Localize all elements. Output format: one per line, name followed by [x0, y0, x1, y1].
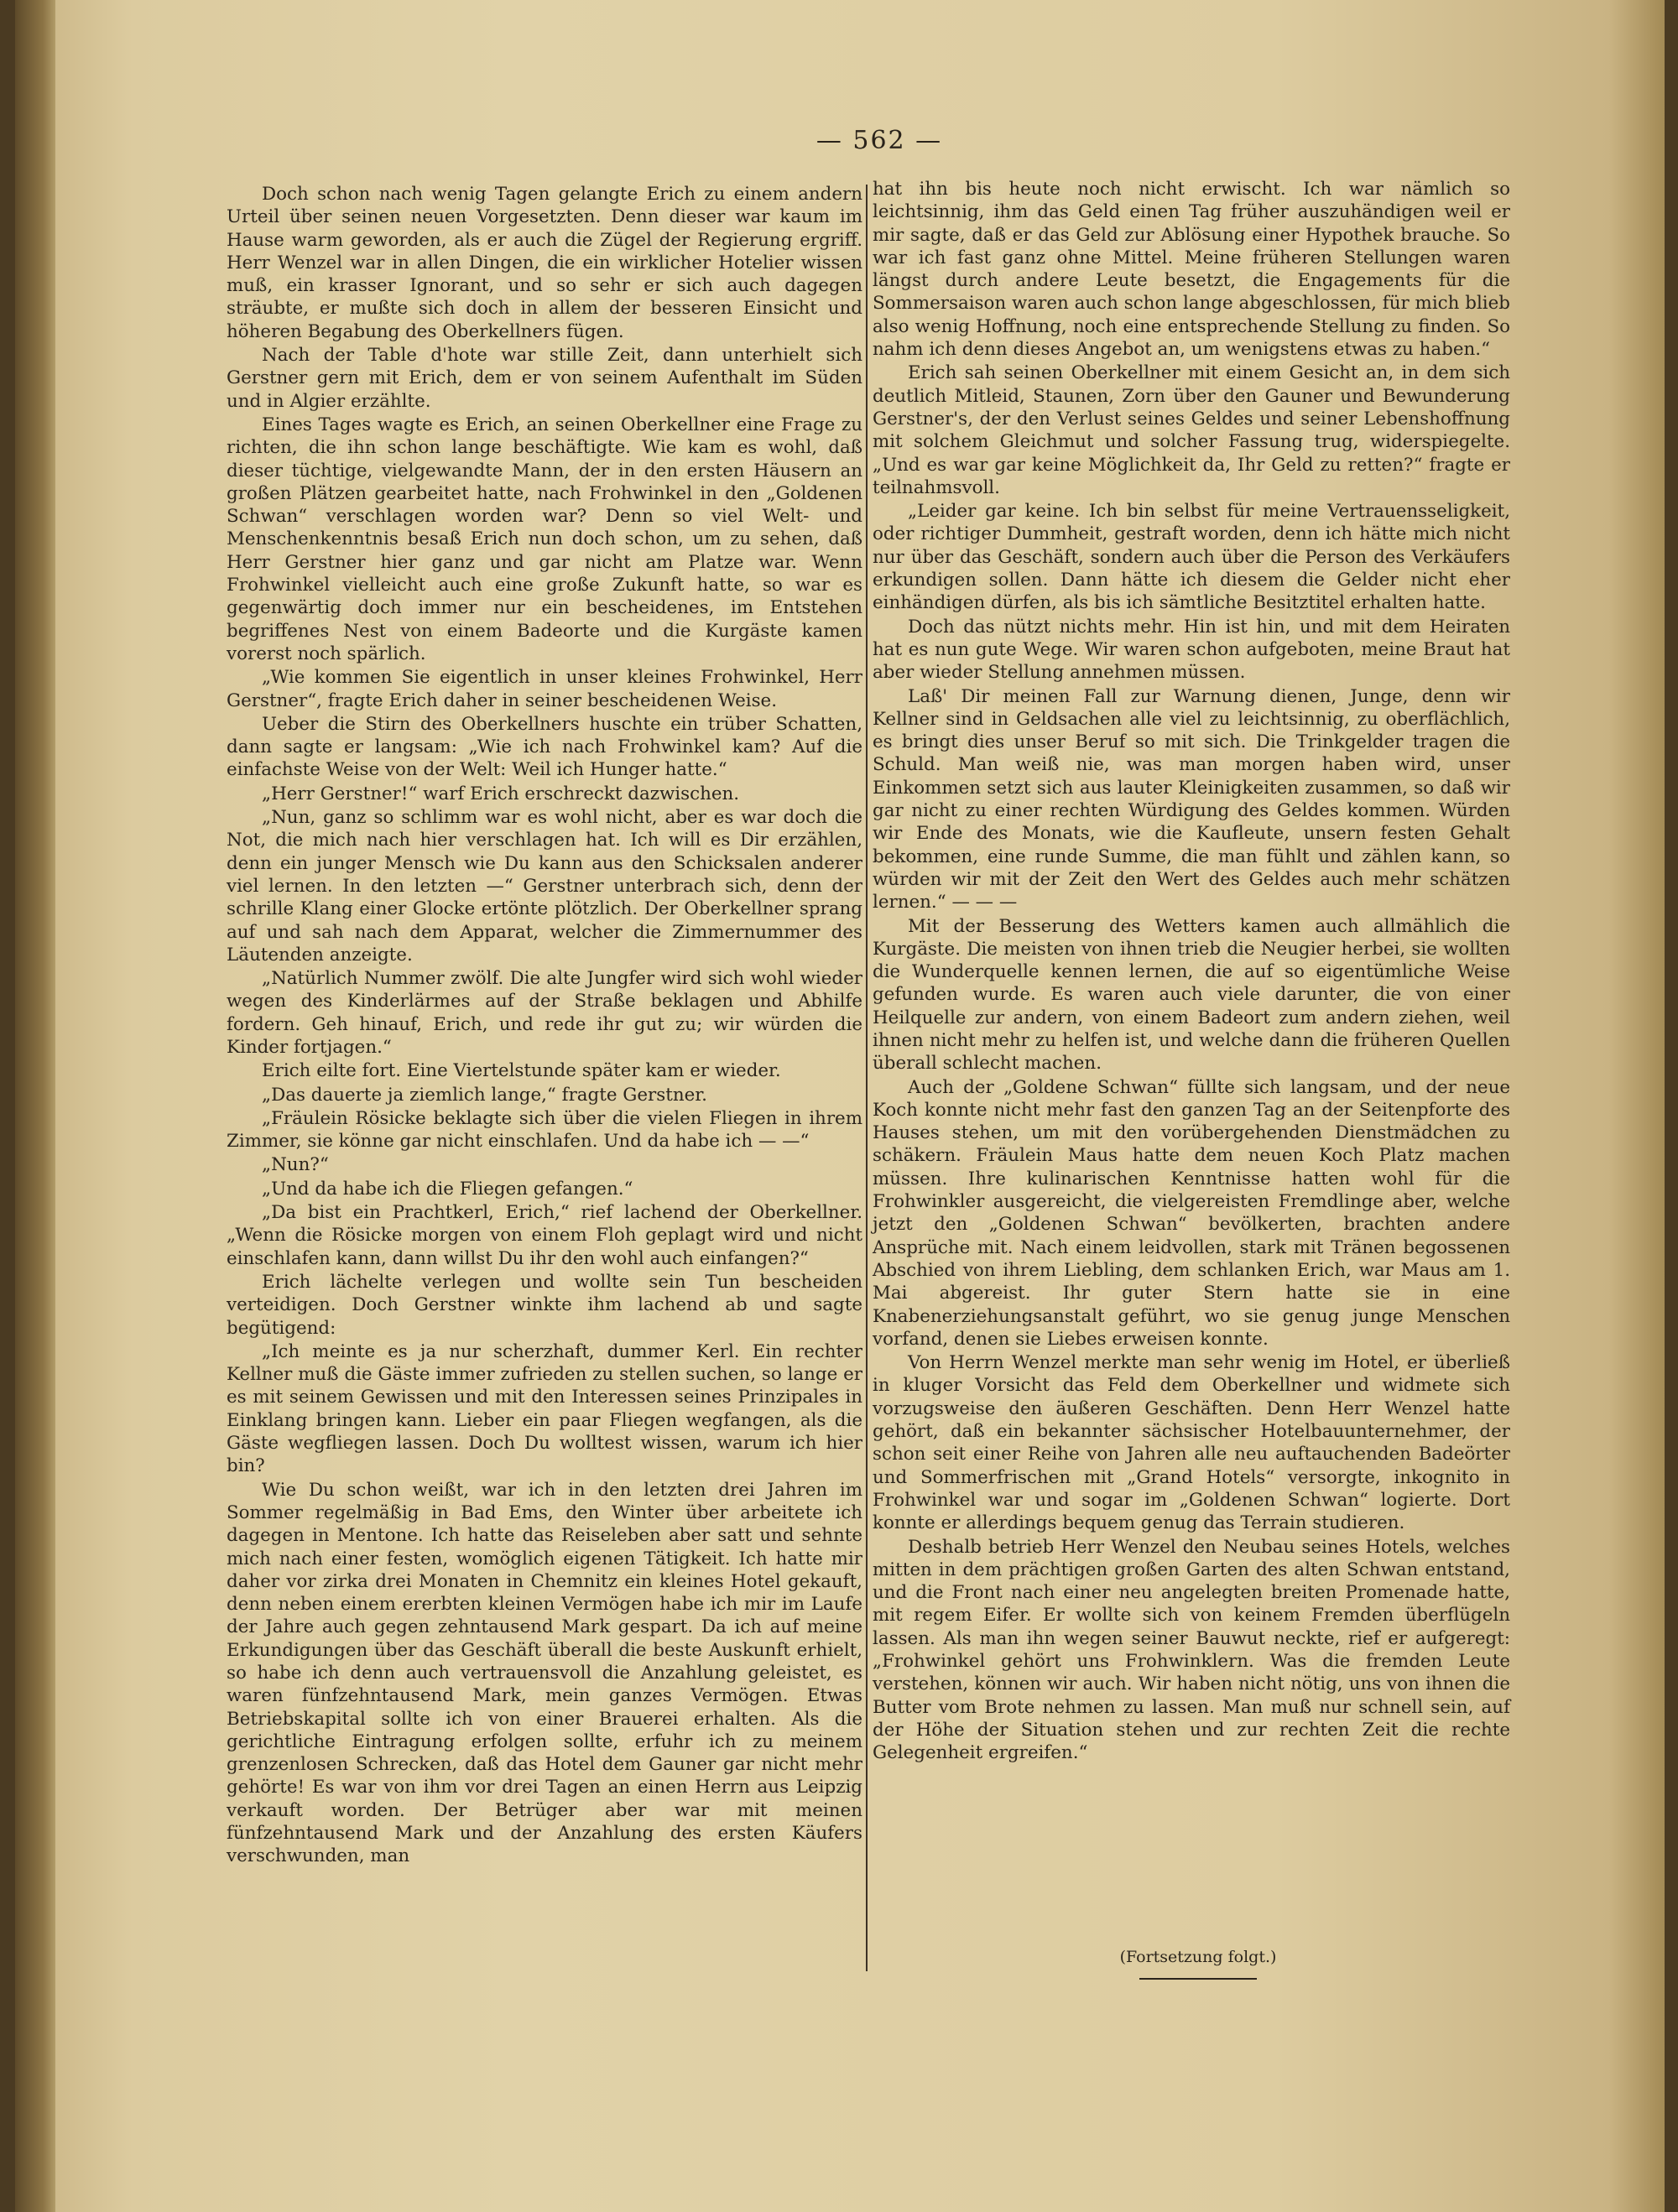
paragraph: Von Herrn Wenzel merkte man sehr wenig im Hotel, er überließ in kluger Vorsicht das Feld dem Oberkellner und widmete sich vorzugsweise den äußeren Geschäften. Denn Herr Wenzel hatte gehört, daß ein bekannter sächsischer Hotelbauunternehmer, der schon seit einer Reihe von Jahren alle neu auftauchenden Badeörter und Sommerfrischen mit „Grand Hotels“ versorgte, inkognito in Frohwinkel war und sogar im „Goldenen Schwan“ logierte. Dort konnte er allerdings bequem genug das Terrain studieren. — [873, 1352, 1510, 1534]
paragraph: „Fräulein Rösicke beklagte sich über die vielen Fliegen in ihrem Zimmer, sie könne gar nicht einschlafen. Und da habe ich — —“ — [227, 1107, 862, 1153]
paragraph: „Leider gar keine. Ich bin selbst für meine Vertrauensseligkeit, oder richtiger Dummheit, gestraft worden, denn ich hätte mich nicht nur über das Geschäft, sondern auch über die Person des Verkäufers erkundigen sollen. Dann hätte ich diesem die Gelder nicht eher einhändigen dürfen, als bis ich sämtliche Besitztitel erhalten hatte. — [873, 501, 1510, 614]
continuation-note: (Fortsetzung folgt.) — [1119, 1948, 1277, 1966]
paragraph: „Ich meinte es ja nur scherzhaft, dummer Kerl. Ein rechter Kellner muß die Gäste immer zufrieden zu stellen suchen, so lange er es mit seinem Gewissen und mit den Interessen seines Prinzipales in Einklang bringen kann. Lieber ein paar Fliegen wegfangen, als die Gäste wegfliegen lassen. Doch Du wolltest wissen, warum ich hier bin? — [227, 1340, 862, 1477]
paragraph: Laß' Dir meinen Fall zur Warnung dienen, Junge, denn wir Kellner sind in Geldsachen alle viel zu leichtsinnig, zu oberflächlich, es bringt dies unser Beruf so mit sich. Die Trinkgelder tragen die Schuld. Man weiß nie, was man morgen haben wird, unser Einkommen setzt sich aus lauter Kleinigkeiten zusammen, so daß wir gar nicht zu einer rechten Würdigung des Geldes kommen. Würden wir Ende des Monats, wie die Kaufleute, unsern festen Gehalt bekommen, eine runde Summe, die man fühlt und zählen kann, so würden wir mit der Zeit den Wert des Geldes auch mehr schätzen lernen.“ — — — — [873, 685, 1510, 913]
paragraph: Doch das nützt nichts mehr. Hin ist hin, und mit dem Heiraten hat es nun gute Wege. Wir waren schon aufgeboten, meine Braut hat aber wieder Stellung annehmen müssen. — [873, 616, 1510, 684]
book-gutter — [15, 0, 55, 2212]
paragraph: Erich sah seinen Oberkellner mit einem Gesicht an, in dem sich deutlich Mitleid, Staunen, Zorn über den Gauner und Bewunderung Gerstner's, der den Verlust seines Geldes und seiner Lebenshoffnung mit solchem Gleichmut und solcher Fassung trug, widerspiegelte. „Und es war gar keine Möglichkeit da, Ihr Geld zu retten?“ fragte er teilnahmsvoll. — [873, 362, 1510, 498]
newspaper-page — [15, 0, 1665, 2212]
paragraph: Wie Du schon weißt, war ich in den letzten drei Jahren im Sommer regelmäßig in Bad Ems, den Winter über arbeitete ich dagegen in Mentone. Ich hatte das Reiseleben aber satt und sehnte mich nach einer festen, womöglich eigenen Tätigkeit. Ich hatte mir daher vor zirka drei Monaten in Chemnitz ein kleines Hotel gekauft, denn neben einem ererbten kleinen Vermögen habe ich mir im Laufe der Jahre auch gegen zehntausend Mark gespart. Da ich auf meine Erkundigungen über das Geschäft überall die beste Auskunft erhielt, so habe ich denn auch vertrauensvoll die Anzahlung geleistet, es waren fünfzehntausend Mark, mein ganzes Vermögen. Etwas Betriebskapital sollte ich von einer Brauerei erhalten. Als die gerichtliche Eintragung erfolgen sollte, erfuhr ich zu meinem grenzenlosen Schrecken, daß das Hotel dem Gauner gar nicht mehr gehörte! Es war von ihm vor drei Tagen an einen Herrn aus Leipzig verkauft worden. Der Betrüger aber war mit meinen fünfzehntausend Mark und der Anzahlung des ersten Käufers verschwunden, man — [227, 1479, 862, 1867]
right-column — [873, 178, 1510, 1765]
paragraph: Doch schon nach wenig Tagen gelangte Erich zu einem andern Urteil über seinen neuen Vorgesetzten. Denn dieser war kaum im Hause warm geworden, als er auch die Zügel der Regierung ergriff. Herr Wenzel war in allen Dingen, die ein wirklicher Hotelier wissen muß, ein krasser Ignorant, und so sehr er sich auch dagegen sträubte, er mußte sich doch in allem der besseren Einsicht und höheren Begabung des Oberkellners fügen. — [227, 184, 862, 342]
column-divider — [866, 185, 868, 1971]
paragraph: hat ihn bis heute noch nicht erwischt. Ich war nämlich so leichtsinnig, ihm das Geld einen Tag früher auszuhändigen weil er mir sagte, daß er das Geld zur Ablösung einer Hypothek brauche. So war ich fast ganz ohne Mittel. Meine früheren Stellungen waren längst durch andere Leute besetzt, die Engagements für die Sommersaison waren auch schon lange abgeschlossen, für mich blieb also wenig Hoffnung, noch eine entsprechende Stellung zu finden. So nahm ich denn dieses Angebot an, um wenigstens etwas zu haben.“ — [873, 179, 1510, 361]
paragraph: Deshalb betrieb Herr Wenzel den Neubau seines Hotels, welches mitten in dem prächtigen großen Garten des alten Schwan entstand, und die Front nach einer neu angelegten breiten Promenade hatte, mit regem Eifer. Er wollte sich von keinem Fremden überflügeln lassen. Als man ihn wegen seiner Bauwut neckte, rief er aufgeregt: „Frohwinkel gehört uns Frohwinklern. Was die fremden Leute verstehen, können wir auch. Wir haben nicht nötig, uns von ihnen die Butter vom Brote nehmen zu lassen. Man muß nur schnell sein, auf der Höhe der Situation stehen und zur rechten Zeit die rechte Gelegenheit ergreifen.“ — [873, 1536, 1510, 1764]
paragraph: Nach der Table d'hote war stille Zeit, dann unterhielt sich Gerstner gern mit Erich, dem er von seinem Aufenthalt im Süden und in Algier erzählte. — [227, 345, 862, 412]
paragraph: „Nun, ganz so schlimm war es wohl nicht, aber es war doch die Not, die mich nach hier verschlagen hat. Ich will es Dir erzählen, denn ein junger Mensch wie Du kann aus den Schicksalen anderer viel lernen. In den letzten —“ Gerstner unterbrach sich, denn der schrille Klang einer Glocke ertönte plötzlich. Der Oberkellner sprang auf und sah nach dem Apparat, welcher die Zimmernummer des Läutenden anzeigte. — [227, 807, 862, 965]
paragraph: „Natürlich Nummer zwölf. Die alte Jungfer wird sich wohl wieder wegen des Kinderlärmes auf der Straße beklagen und Abhilfe fordern. Geh hinauf, Erich, und rede ihr gut zu; wir würden die Kinder fortjagen.“ — [227, 968, 862, 1058]
page-number: — 562 — — [816, 126, 943, 155]
paragraph: „Herr Gerstner!“ warf Erich erschreckt dazwischen. — [262, 783, 740, 804]
paragraph: „Da bist ein Prachtkerl, Erich,“ rief lachend der Oberkellner. „Wenn die Rösicke morgen von einem Floh geplagt wird und nicht einschlafen kann, dann willst Du ihr den wohl auch einfangen?“ — [227, 1202, 862, 1269]
end-rule — [1139, 1978, 1257, 1980]
paragraph: Erich eilte fort. Eine Viertelstunde später kam er wieder. — [262, 1060, 781, 1082]
left-column — [227, 183, 862, 1869]
paragraph: Mit der Besserung des Wetters kamen auch allmählich die Kurgäste. Die meisten von ihnen trieb die Neugier herbei, sie wollten die Wunderquelle kennen lernen, die auf so eigentümliche Weise gefunden wurde. Es waren auch viele darunter, die von einer Heilquelle zur andern, von einem Badeort zum andern ziehen, weil ihnen nicht mehr zu helfen ist, und welche dann die früheren Quellen überall schlecht machen. — [873, 915, 1510, 1075]
paragraph: „Und da habe ich die Fliegen gefangen.“ — [262, 1178, 633, 1200]
paragraph: Ueber die Stirn des Oberkellners huschte ein trüber Schatten, dann sagte er langsam: „Wie ich nach Frohwinkel kam? Auf die einfachste Weise von der Welt: Weil ich Hunger hatte.“ — [227, 713, 862, 781]
paragraph: Erich lächelte verlegen und wollte sein Tun bescheiden verteidigen. Doch Gerstner winkte ihm lachend ab und sagte begütigend: — [227, 1271, 862, 1339]
paragraph: Auch der „Goldene Schwan“ füllte sich langsam, und der neue Koch konnte nicht mehr fast den ganzen Tag an der Seitenpforte des Hauses stehen, um mit den vorübergehenden Dienstmädchen zu schäkern. Fräulein Maus hatte dem neuen Koch Platz machen müssen. Ihre kulinarischen Kenntnisse hatten wohl für die Frohwinkler ausgereicht, die vielgereisten Fremdlinge aber, welche jetzt den „Goldenen Schwan“ bevölkerten, brachten andere Ansprüche mit. Nach einem leidvollen, stark mit Tränen begossenen Abschied von ihrem Liebling, dem schlanken Erich, war Maus am 1. Mai abgereist. Ihr guter Stern hatte sie in eine Knabenerziehungsanstalt geführt, wo sie genug junge Menschen vorfand, denen sie Liebes erweisen konnte. — [873, 1076, 1510, 1350]
paragraph: „Wie kommen Sie eigentlich in unser kleines Frohwinkel, Herr Gerstner“, fragte Erich daher in seiner bescheidenen Weise. — [227, 667, 862, 711]
paragraph: „Nun?“ — [262, 1154, 329, 1176]
paragraph: „Das dauerte ja ziemlich lange,“ fragte Gerstner. — [262, 1084, 707, 1106]
paragraph: Eines Tages wagte es Erich, an seinen Oberkellner eine Frage zu richten, die ihn schon lange beschäftigte. Wie kam es wohl, daß dieser tüchtige, vielgewandte Mann, der in den ersten Häusern an großen Plätzen gearbeitet hatte, nach Frohwinkel in den „Goldenen Schwan“ verschlagen worden war? Denn so viel Welt- und Menschenkenntnis besaß Erich nun doch schon, um zu sehen, daß Herr Gerstner hier ganz und gar nicht am Platze war. Wenn Frohwinkel vielleicht auch eine große Zukunft hatte, so war es gegenwärtig doch immer nur ein bescheidenes, im Entstehen begriffenes Nest von einem Badeorte und die Kurgäste kamen vorerst noch spärlich. — [227, 414, 862, 664]
